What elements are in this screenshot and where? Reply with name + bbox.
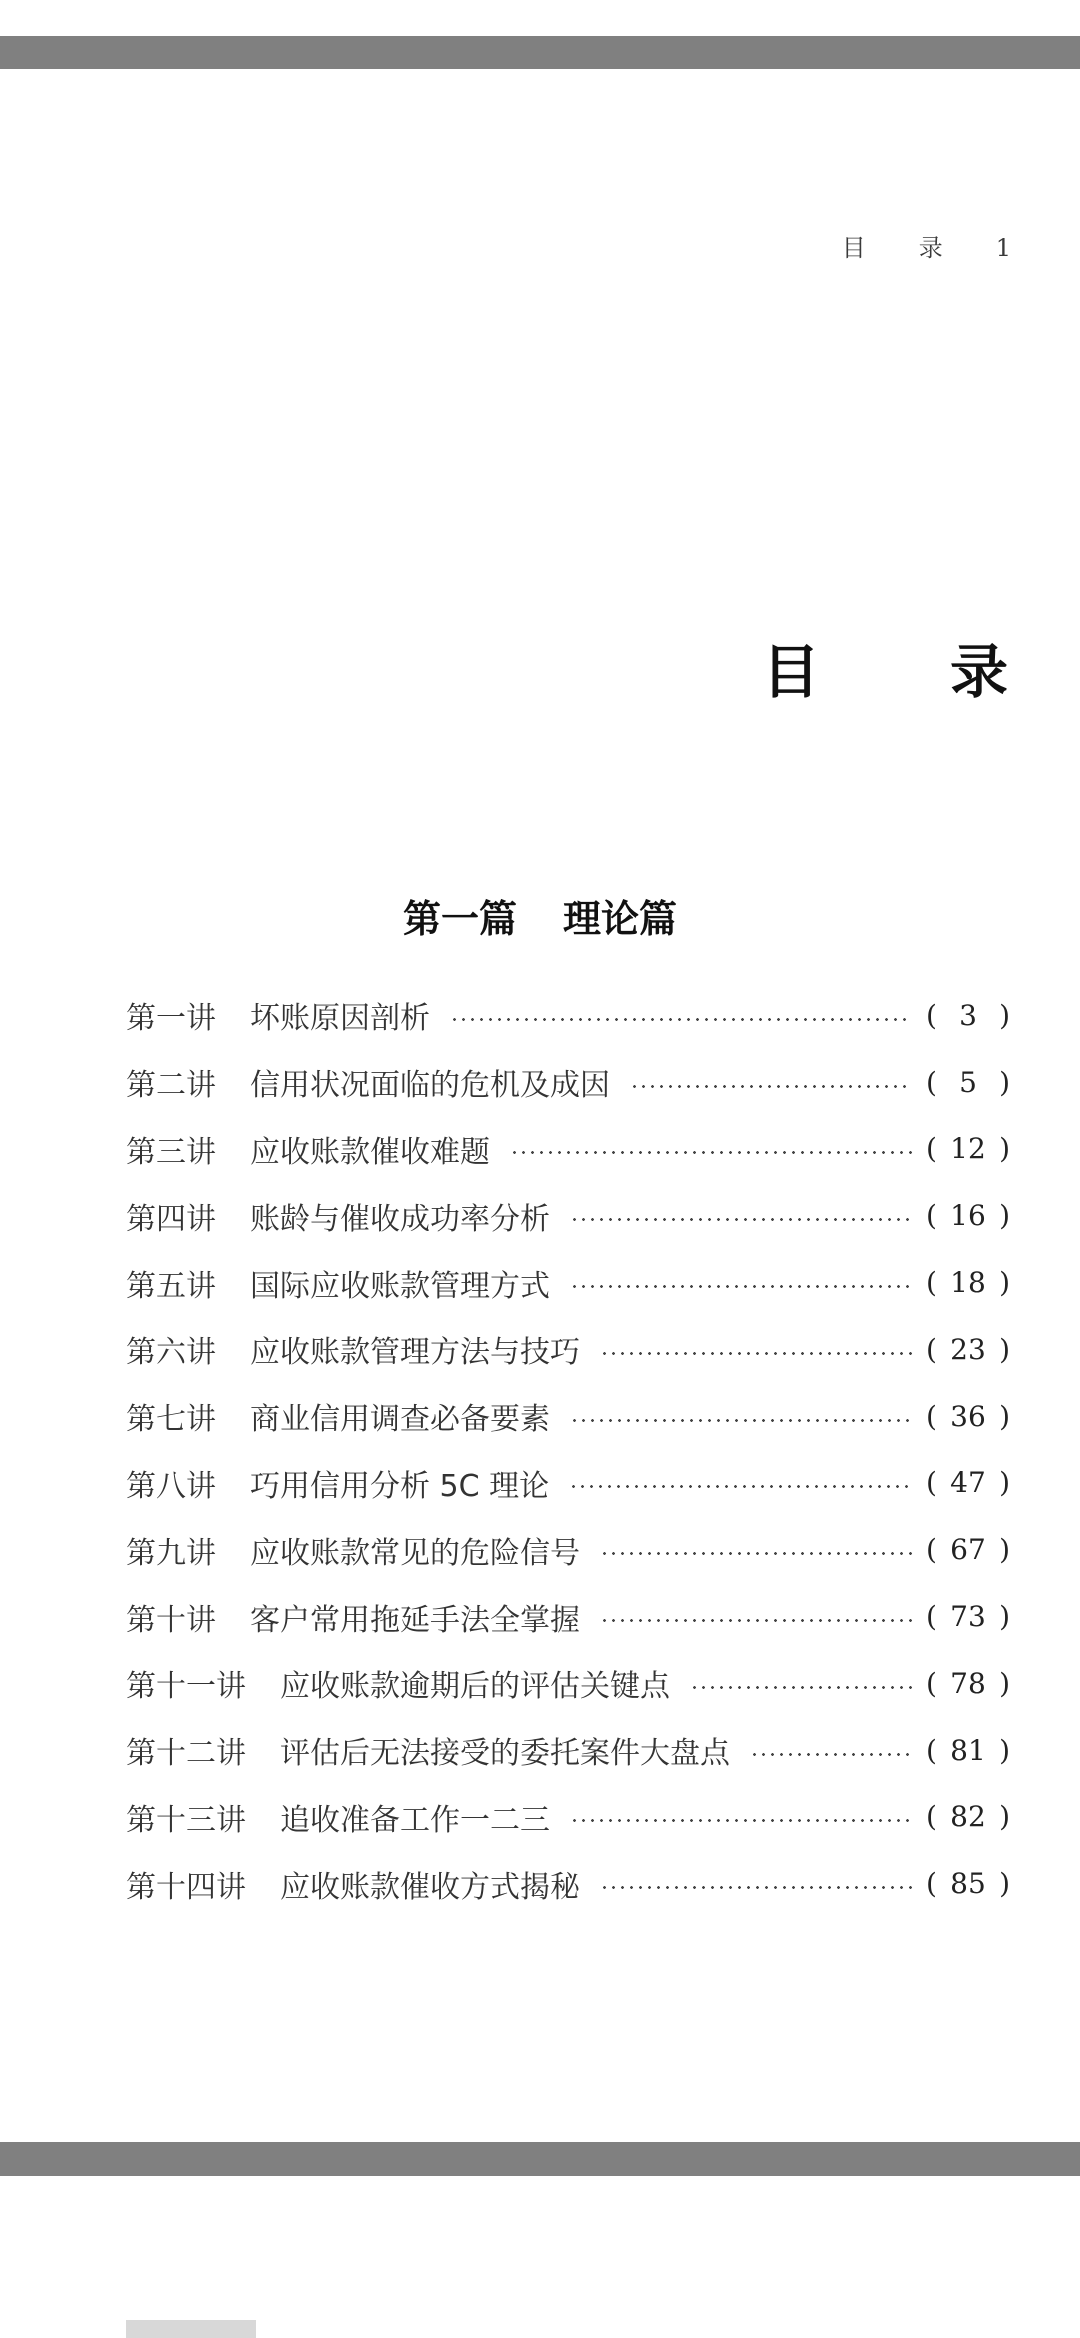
toc-entry-title: 追收准备工作一二三 — [280, 1802, 550, 1838]
toc-entry-title: 应收账款常见的危险信号 — [250, 1535, 580, 1571]
toc-entry-title: 评估后无法接受的委托案件大盘点 — [280, 1736, 730, 1772]
toc-entry-title: 应收账款管理方法与技巧 — [250, 1335, 580, 1371]
toc-entry-page — [926, 1867, 1010, 1900]
top-gray-band — [0, 36, 1080, 69]
page-bracket-close: ) — [999, 1466, 1010, 1500]
toc-dot-leader — [600, 1886, 912, 1889]
toc-dot-leader — [750, 1753, 912, 1756]
toc-entry-number: 第六讲 — [126, 1335, 216, 1371]
toc-dot-leader — [570, 1819, 912, 1822]
toc-entry[interactable] — [126, 1650, 1010, 1717]
page-bracket-open: ( — [926, 1666, 937, 1700]
part-heading — [0, 888, 1080, 943]
page-title-char-1: 目 — [761, 638, 822, 706]
toc-entry[interactable] — [126, 1316, 1010, 1383]
page-bracket-close: ) — [999, 1666, 1010, 1700]
page-bracket-close: ) — [999, 1132, 1010, 1166]
toc-dot-leader — [450, 1018, 912, 1021]
page-bracket-open: ( — [926, 998, 937, 1032]
page-number: 3 — [959, 998, 977, 1032]
toc-entry-page — [926, 999, 1010, 1032]
toc-entry-page — [926, 1466, 1010, 1499]
toc-dot-leader — [600, 1552, 912, 1555]
page-bracket-open: ( — [926, 1132, 937, 1166]
toc-entry-number: 第三讲 — [126, 1134, 216, 1170]
toc-entry[interactable] — [126, 1583, 1010, 1650]
page-bracket-close: ) — [999, 998, 1010, 1032]
page-bracket-open: ( — [926, 1399, 937, 1433]
page-bracket-close: ) — [999, 1867, 1010, 1901]
page-number: 85 — [950, 1867, 986, 1901]
toc-entry-title: 巧用信用分析 5C 理论 — [250, 1468, 550, 1504]
toc-entry-page — [926, 1800, 1010, 1833]
page-bracket-open: ( — [926, 1800, 937, 1834]
toc-entry-number: 第五讲 — [126, 1268, 216, 1304]
toc-entry[interactable] — [126, 982, 1010, 1049]
page-number: 36 — [950, 1399, 986, 1433]
toc-dot-leader — [630, 1085, 912, 1088]
toc-entry-number: 第八讲 — [126, 1468, 216, 1504]
page-bracket-open: ( — [926, 1332, 937, 1366]
toc-entry-title: 应收账款催收方式揭秘 — [280, 1869, 580, 1905]
page-bracket-close: ) — [999, 1399, 1010, 1433]
toc-entry-page — [926, 1333, 1010, 1366]
page-bracket-open: ( — [926, 1065, 937, 1099]
page-bracket-close: ) — [999, 1332, 1010, 1366]
page-number: 16 — [950, 1199, 986, 1233]
toc-entry-number: 第二讲 — [126, 1068, 216, 1104]
page-bracket-close: ) — [999, 1733, 1010, 1767]
page-number: 82 — [950, 1800, 986, 1834]
page-bracket-close: ) — [999, 1800, 1010, 1834]
toc-entry-title: 信用状况面临的危机及成因 — [250, 1068, 610, 1104]
page-bracket-close: ) — [999, 1065, 1010, 1099]
toc-entry[interactable] — [126, 1249, 1010, 1316]
toc-dot-leader — [570, 1285, 912, 1288]
page-number: 47 — [950, 1466, 986, 1500]
toc-entry-title: 商业信用调查必备要素 — [250, 1402, 550, 1438]
toc-entry-title: 国际应收账款管理方式 — [250, 1268, 550, 1304]
page-title — [762, 625, 1010, 709]
toc-entry-title: 应收账款催收难题 — [250, 1134, 490, 1170]
toc-entry-page — [926, 1132, 1010, 1165]
toc-entry-title: 坏账原因剖析 — [250, 1001, 430, 1037]
toc-entry-page — [926, 1066, 1010, 1099]
page-bracket-open: ( — [926, 1266, 937, 1300]
page-bracket-open: ( — [926, 1867, 937, 1901]
page-bracket-open: ( — [926, 1600, 937, 1634]
running-header-label-2: 录 — [918, 234, 944, 262]
toc-entry-page — [926, 1266, 1010, 1299]
running-header — [842, 228, 1012, 263]
toc-dot-leader — [600, 1619, 912, 1622]
toc-entry-page — [926, 1600, 1010, 1633]
toc-dot-leader — [570, 1419, 912, 1422]
page-number: 81 — [950, 1733, 986, 1767]
page-bracket-open: ( — [926, 1533, 937, 1567]
toc-entry[interactable] — [126, 1182, 1010, 1249]
toc-entry-title: 账龄与催收成功率分析 — [250, 1201, 550, 1237]
toc-dot-leader — [600, 1352, 912, 1355]
page-bracket-open: ( — [926, 1733, 937, 1767]
toc-entry[interactable] — [126, 1383, 1010, 1450]
toc-entry-page — [926, 1533, 1010, 1566]
toc-entry[interactable] — [126, 1850, 1010, 1917]
toc-entry-number: 第十讲 — [126, 1602, 216, 1638]
toc-entry-number: 第一讲 — [126, 1001, 216, 1037]
toc-entry-number: 第七讲 — [126, 1402, 216, 1438]
page-bracket-close: ) — [999, 1600, 1010, 1634]
page-number: 12 — [950, 1132, 986, 1166]
page-bracket-close: ) — [999, 1266, 1010, 1300]
page-title-char-2: 录 — [949, 638, 1010, 706]
toc-entry[interactable] — [126, 1450, 1010, 1517]
page-number: 5 — [959, 1065, 977, 1099]
toc-dot-leader — [510, 1151, 912, 1154]
page-number: 67 — [950, 1533, 986, 1567]
toc-entry-number: 第十一讲 — [126, 1669, 246, 1705]
page-number: 73 — [950, 1600, 986, 1634]
next-page-fragment — [126, 2320, 256, 2338]
page-number: 23 — [950, 1332, 986, 1366]
page-bracket-open: ( — [926, 1466, 937, 1500]
toc-entry-page — [926, 1667, 1010, 1700]
toc-entry-page — [926, 1400, 1010, 1433]
toc-entry-number: 第九讲 — [126, 1535, 216, 1571]
part-name: 理论篇 — [563, 897, 678, 941]
toc-entry[interactable] — [126, 1116, 1010, 1183]
running-header-page-number: 1 — [995, 234, 1012, 262]
toc-dot-leader — [690, 1686, 912, 1689]
toc-entry[interactable] — [126, 1784, 1010, 1851]
page-bracket-close: ) — [999, 1533, 1010, 1567]
bottom-gray-band — [0, 2142, 1080, 2176]
toc-entry-number: 第十四讲 — [126, 1869, 246, 1905]
page-bracket-open: ( — [926, 1199, 937, 1233]
table-of-contents — [126, 982, 1010, 1917]
toc-entry-page — [926, 1734, 1010, 1767]
toc-entry-number: 第四讲 — [126, 1201, 216, 1237]
toc-entry-number: 第十二讲 — [126, 1736, 246, 1772]
toc-entry[interactable] — [126, 1717, 1010, 1784]
toc-entry[interactable] — [126, 1049, 1010, 1116]
page-number: 18 — [950, 1266, 986, 1300]
toc-dot-leader — [569, 1485, 912, 1488]
page-bracket-close: ) — [999, 1199, 1010, 1233]
toc-dot-leader — [570, 1218, 912, 1221]
part-number: 第一篇 — [402, 897, 517, 941]
toc-entry-title: 客户常用拖延手法全掌握 — [250, 1602, 580, 1638]
toc-entry-title: 应收账款逾期后的评估关键点 — [280, 1669, 670, 1705]
toc-entry-number: 第十三讲 — [126, 1802, 246, 1838]
page-number: 78 — [950, 1666, 986, 1700]
toc-entry[interactable] — [126, 1516, 1010, 1583]
running-header-label-1: 目 — [841, 234, 867, 262]
toc-entry-page — [926, 1199, 1010, 1232]
